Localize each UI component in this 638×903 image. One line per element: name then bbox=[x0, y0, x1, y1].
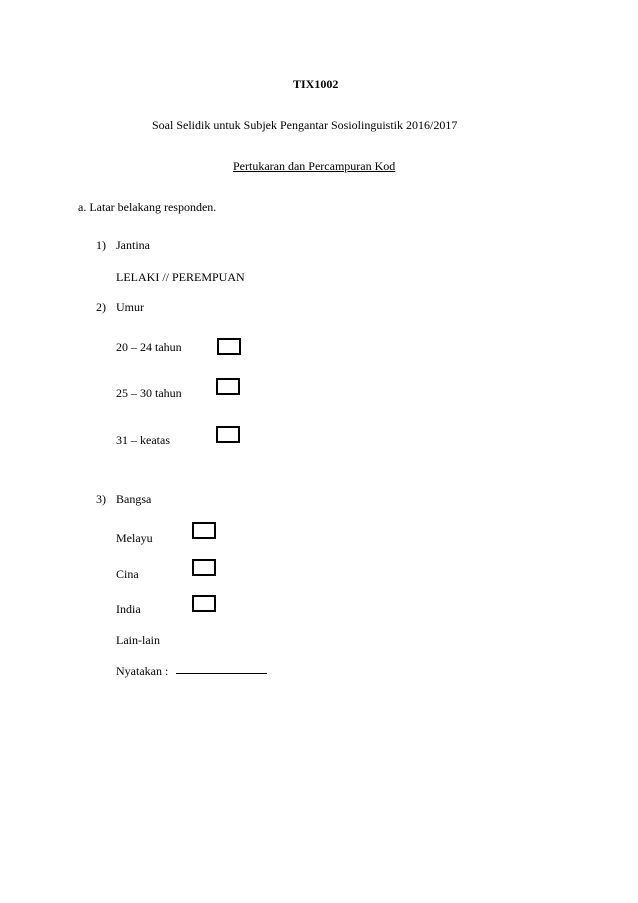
q1-label: Jantina bbox=[116, 238, 150, 252]
q3-label: Bangsa bbox=[116, 492, 152, 506]
q2-option-label: 31 – keatas bbox=[116, 433, 170, 447]
q3-option-checkbox-melayu[interactable] bbox=[192, 522, 216, 539]
q3-option-label: Cina bbox=[116, 567, 139, 581]
q3-option-label: Melayu bbox=[116, 531, 153, 545]
q2-option-checkbox-25-30[interactable] bbox=[216, 378, 240, 395]
q3-option-checkbox-india[interactable] bbox=[192, 595, 216, 612]
q3-option-label: India bbox=[116, 602, 141, 616]
q2-option-label: 25 – 30 tahun bbox=[116, 386, 182, 400]
q3-option-label: Lain-lain bbox=[116, 633, 160, 647]
q2-option-label: 20 – 24 tahun bbox=[116, 340, 182, 354]
q3-specify-label: Nyatakan : bbox=[116, 664, 169, 678]
q3-number: 3) bbox=[96, 492, 106, 506]
document-title: Soal Selidik untuk Subjek Pengantar Sosiolinguistik 2016/2017 bbox=[152, 118, 458, 132]
q2-option-checkbox-20-24[interactable] bbox=[217, 338, 241, 355]
q1-number: 1) bbox=[96, 238, 106, 252]
q1-answer: LELAKI // PEREMPUAN bbox=[116, 270, 245, 284]
section-a-heading: a. Latar belakang responden. bbox=[78, 200, 217, 214]
q2-label: Umur bbox=[116, 300, 144, 314]
document-code: TIX1002 bbox=[293, 77, 339, 91]
q2-number: 2) bbox=[96, 300, 106, 314]
q2-option-checkbox-31-keatas[interactable] bbox=[216, 426, 240, 443]
q3-option-checkbox-cina[interactable] bbox=[192, 559, 216, 576]
q3-specify-line[interactable] bbox=[176, 673, 267, 674]
document-subtitle: Pertukaran dan Percampuran Kod bbox=[233, 159, 396, 173]
